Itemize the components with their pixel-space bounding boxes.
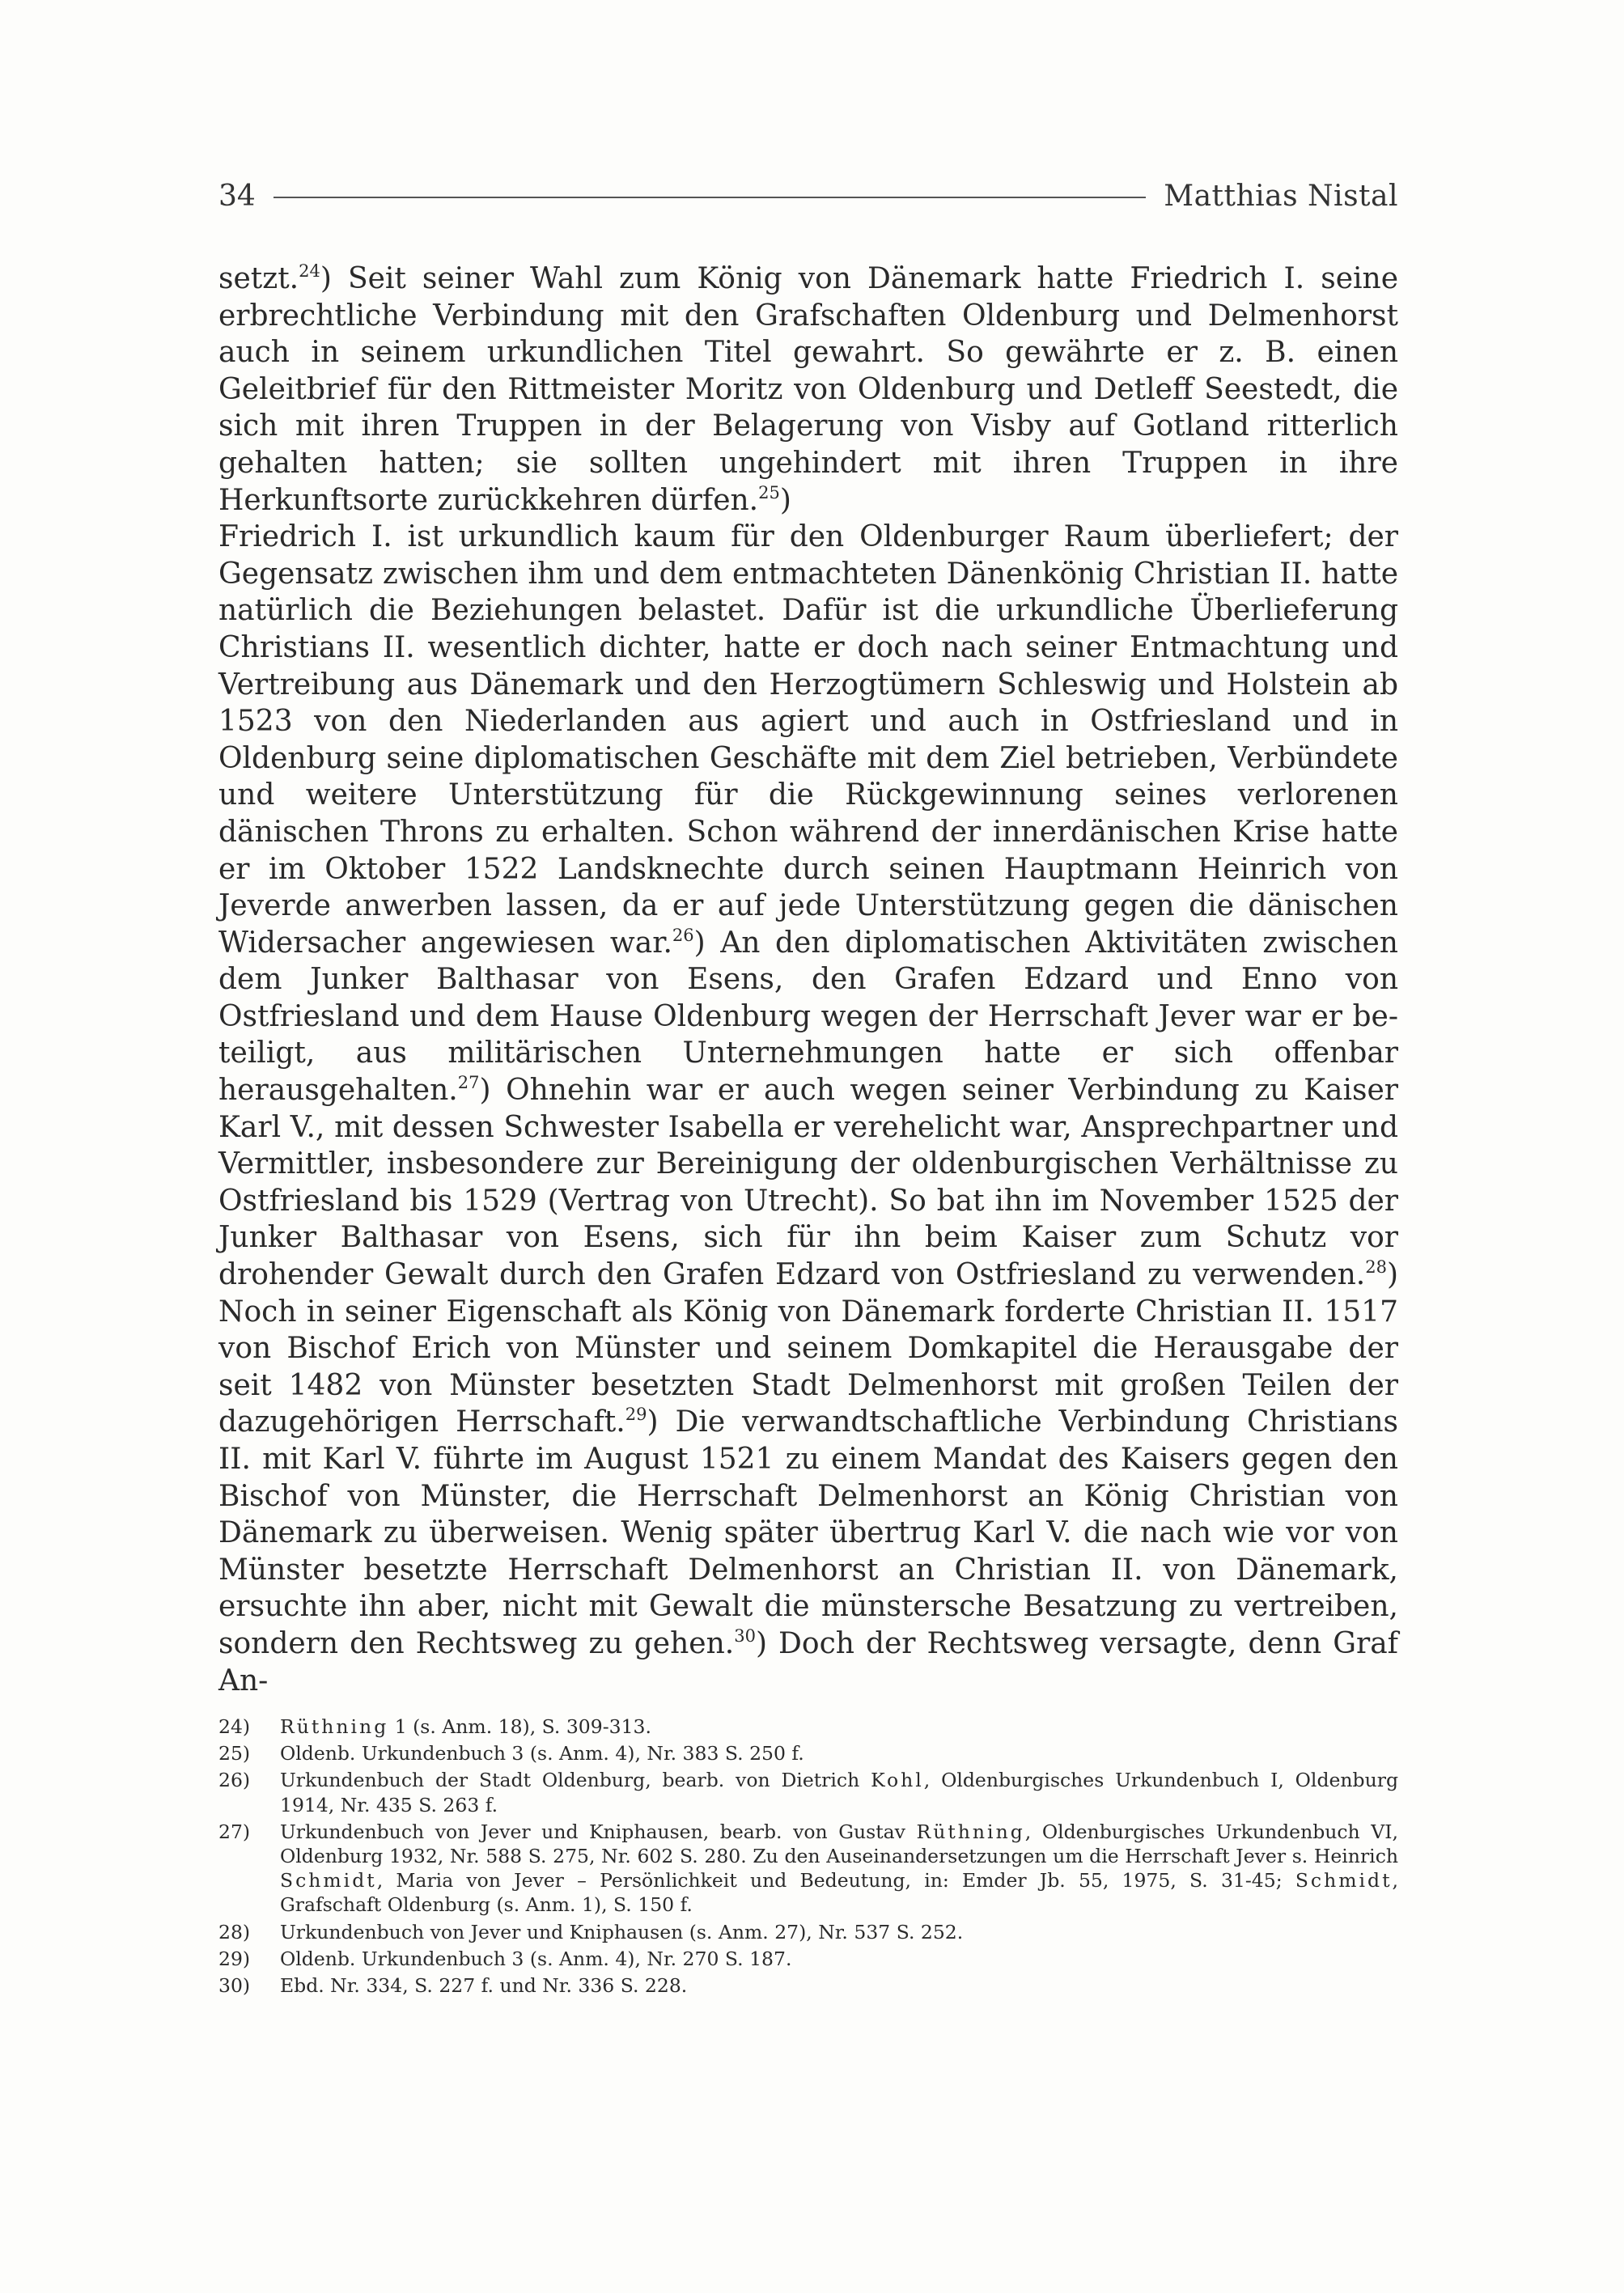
author-name: Rüthning: [916, 1820, 1025, 1843]
text-run: ): [779, 483, 791, 517]
running-head: [218, 172, 1398, 220]
footnote-text: [280, 1714, 1398, 1739]
text-run: , Oldenburgisches Urkundenbuch VI, Oldenburg 1932, Nr. 588 S. 275, Nr. 602 S. 280. Zu den Auseinandersetzungen um die Herrschaft Jever s. Heinrich: [280, 1820, 1398, 1868]
text-run: ) Noch in seiner Eigenschaft als König von Dänemark forderte Christian II. 1517 von Bischof Erich von Münster und seinem Domkapitel die Herausgabe der seit 1482 von Münster besetzten Stadt Delmenhorst mit großen Teilen der dazugehörigen Herrschaft.: [218, 1258, 1398, 1439]
footnote-29: [218, 1947, 1398, 1971]
text-run: setzt.: [218, 262, 299, 295]
body-text: [218, 261, 1398, 1699]
footnote-number: 30): [218, 1974, 251, 1998]
footnote-25: [218, 1741, 1398, 1765]
footnote-number: 28): [218, 1920, 251, 1943]
text-run: ) An den diplomatischen Aktivitäten zwischen dem Junker Balthasar von Esens, den Grafen Edzard und Enno von Ostfriesland und dem Hause Oldenburg wegen der Herrschaft Jever war er beteiligt, aus militärischen Unternehmungen hatte er sich offenbar herausgehalten.: [218, 926, 1398, 1108]
footnote-text: Oldenb. Urkundenbuch 3 (s. Anm. 4), Nr. 383 S. 250 f.: [280, 1742, 804, 1765]
footnote-ref-24: 24: [299, 261, 320, 281]
author-name: Kohl: [871, 1769, 924, 1792]
footnote-number: 25): [218, 1742, 251, 1765]
footnote-number: 26): [218, 1769, 251, 1792]
text-run: ) Die verwandtschaftliche Verbindung Christians II. mit Karl V. führte im August 1521 zu einem Mandat des Kaisers gegen den Bischof von Münster, die Herrschaft Delmenhorst an König Christian von Dänemark zu überweisen. Wenig später übertrug Karl V. die nach wie vor von Münster besetzte Herrschaft Delmenhorst an Christian II. von Dänemark, ersuchte ihn aber, nicht mit Gewalt die münstersche Besatzung zu vertreiben, sondern den Rechtsweg zu gehen.: [218, 1405, 1398, 1660]
footnote-text: [280, 1820, 1398, 1918]
footnote-ref-30: 30: [734, 1625, 756, 1646]
footnote-text: Oldenb. Urkundenbuch 3 (s. Anm. 4), Nr. 270 S. 187.: [280, 1947, 792, 1970]
running-head-author: Matthias Nistal: [1164, 179, 1398, 213]
footnote-text: [280, 1768, 1398, 1816]
footnote-ref-27: 27: [457, 1073, 480, 1093]
author-name: Schmidt: [1295, 1869, 1393, 1892]
paragraph-2: [218, 519, 1398, 1699]
footnote-28: [218, 1920, 1398, 1944]
footnote-ref-29: 29: [625, 1405, 647, 1425]
footnote-ref-25: 25: [758, 482, 780, 502]
footnote-number: 24): [218, 1715, 251, 1738]
header-rule: [273, 197, 1146, 198]
footnote-26: [218, 1768, 1398, 1816]
text-run: Friedrich I. ist urkundlich kaum für den Oldenburger Raum überliefert; der Gegensatz zwischen ihm und dem entmachteten Dänenkönig Christian II. hatte natürlich die Beziehungen belastet. Dafür ist die urkundliche Überlieferung Christians II. wesentlich dichter, hatte er doch nach seiner Entmachtung und Vertreibung aus Dänemark und den Herzogtümern Schleswig und Holstein ab 1523 von den Niederlanden aus agiert und auch in Ostfriesland und in Oldenburg seine diplomatischen Geschäfte mit dem Ziel betrieben, Verbündete und weitere Unterstützung für die Rückgewinnung seines verlorenen dänischen Throns zu erhalten. Schon während der innerdänischen Krise hatte er im Oktober 1522 Landsknechte durch seinen Hauptmann Heinrich von Jeverde anwerben lassen, da er auf jede Unterstützung gegen die dänischen Widersacher angewiesen war.: [218, 520, 1398, 960]
text-run: ) Doch der Rechtsweg versagte, denn Graf An-: [218, 1626, 1398, 1697]
text-run: , Grafschaft Oldenburg (s. Anm. 1), S. 150 f.: [280, 1869, 1398, 1917]
footnote-number: 29): [218, 1947, 251, 1970]
footnote-text: Ebd. Nr. 334, S. 227 f. und Nr. 336 S. 228.: [280, 1974, 688, 1998]
footnotes: [218, 1714, 1398, 2000]
text-run: Urkundenbuch von Jever und Kniphausen, bearb. von Gustav: [280, 1820, 917, 1843]
text-run: , Oldenburgisches Urkundenbuch I, Oldenburg 1914, Nr. 435 S. 263 f.: [280, 1769, 1398, 1816]
text-run: 1 (s. Anm. 18), S. 309-313.: [388, 1715, 651, 1738]
footnote-ref-26: 26: [672, 925, 694, 945]
footnote-27: [218, 1820, 1398, 1918]
footnote-24: [218, 1714, 1398, 1739]
author-name: Schmidt: [280, 1869, 377, 1892]
author-name: Rüthning: [280, 1715, 389, 1738]
footnote-30: [218, 1973, 1398, 1998]
footnote-number: 27): [218, 1820, 251, 1843]
text-run: Urkundenbuch der Stadt Oldenburg, bearb. von Dietrich: [280, 1769, 871, 1792]
text-run: ) Seit seiner Wahl zum König von Dänemark hatte Friedrich I. seine erbrechtliche Verbindung mit den Grafschaften Oldenburg und Delmenhorst auch in seinem urkundlichen Titel gewahrt. So gewährte er z. B. einen Geleitbrief für den Rittmeister Moritz von Oldenburg und Detleff Seestedt, die sich mit ihren Truppen in der Belagerung von Visby auf Gotland ritterlich gehalten hatten; sie sollten ungehindert mit ihren Truppen in ihre Herkunftsorte zurückkehren dürfen.: [218, 262, 1398, 517]
footnote-ref-28: 28: [1365, 1257, 1387, 1278]
footnote-text: Urkundenbuch von Jever und Kniphausen (s. Anm. 27), Nr. 537 S. 252.: [280, 1920, 964, 1943]
paragraph-1: [218, 261, 1398, 519]
page-number: 34: [218, 179, 256, 213]
text-run: ) Ohnehin war er auch wegen seiner Verbindung zu Kaiser Karl V., mit dessen Schwester Isabella er verehelicht war, Ansprechpartner und Vermittler, insbesondere zur Bereinigung der oldenburgischen Verhältnisse zu Ostfriesland bis 1529 (Vertrag von Utrecht). So bat ihn im November 1525 der Junker Balthasar von Esens, sich für ihn beim Kaiser zum Schutz vor drohender Gewalt durch den Grafen Edzard von Ostfriesland zu verwenden.: [218, 1074, 1398, 1292]
text-run: , Maria von Jever – Persönlichkeit und Bedeutung, in: Emder Jb. 55, 1975, S. 31-45;: [376, 1869, 1295, 1892]
